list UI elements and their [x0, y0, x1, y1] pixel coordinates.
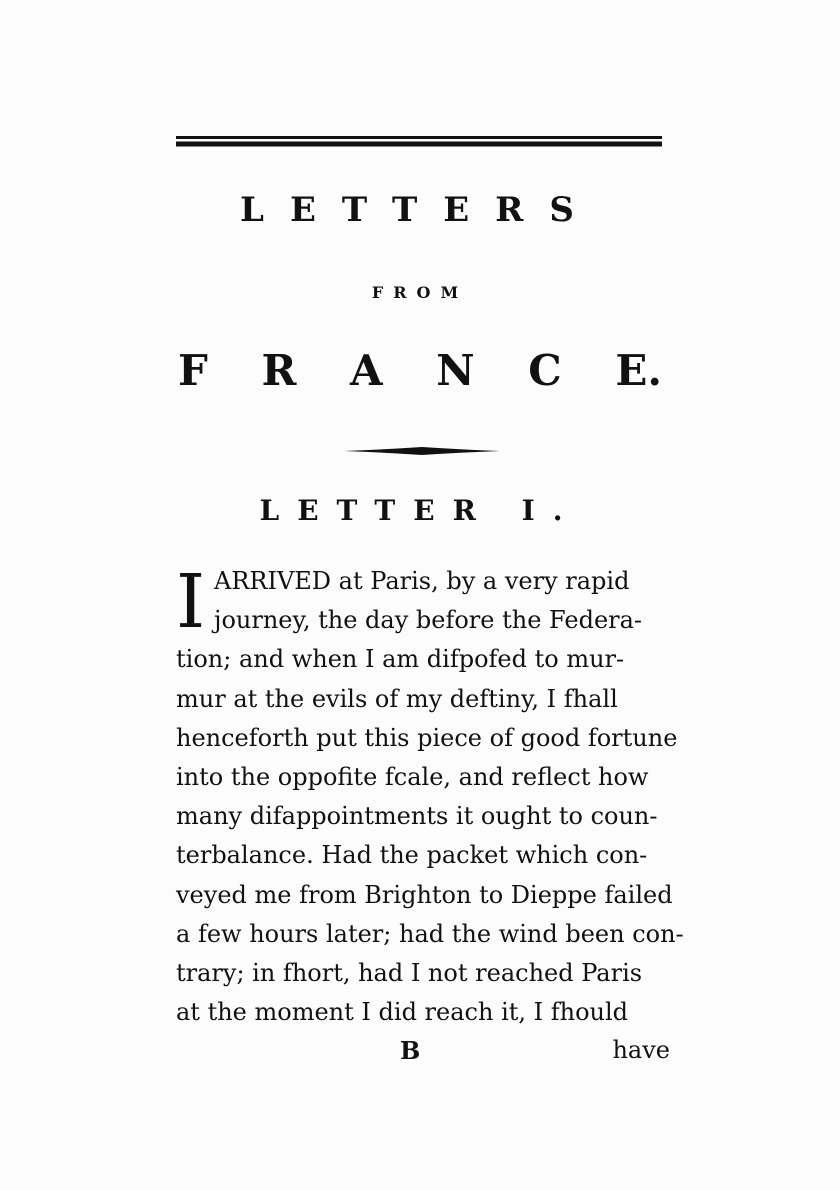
title-france	[178, 346, 662, 395]
text-line: mur at the evils of my deftiny, I fhall	[176, 684, 618, 713]
text-line: at the moment I did reach it, I fhould	[176, 998, 629, 1027]
text-line: into the oppofite fcale, and reflect how	[176, 762, 649, 791]
title-france-letter: F	[178, 346, 208, 395]
title-france-letter: N	[436, 346, 475, 395]
text-line: journey, the day before the Federa-	[214, 606, 643, 635]
title-letters: LETTERS	[240, 190, 600, 230]
text-line: ARRIVED at Paris, by a very rapid	[214, 567, 630, 595]
top-double-rule	[176, 134, 662, 148]
text-line: henceforth put this piece of good fortune	[176, 723, 678, 752]
signature-mark: B	[400, 1036, 421, 1065]
title-france-letter: R	[261, 346, 297, 395]
title-france-letter: C	[528, 346, 562, 395]
text-line: a few hours later; had the wind been con-	[176, 919, 684, 948]
text-line: veyed me from Brighton to Dieppe failed	[176, 880, 673, 909]
letter-heading: LETTER I.	[259, 494, 581, 527]
title-from: FROM	[371, 283, 469, 302]
text-line: many difappointments it ought to coun-	[176, 802, 658, 831]
text-line: tion; and when I am difpofed to mur-	[176, 645, 625, 674]
page-footer	[176, 1036, 670, 1076]
title-france-letter: E.	[615, 346, 662, 395]
ornamental-rule	[344, 445, 500, 457]
text-line: trary; in fhort, had I not reached Paris	[176, 958, 643, 987]
catchword: have	[612, 1036, 670, 1064]
drop-cap: I	[176, 559, 206, 645]
text-line: terbalance. Had the packet which con-	[176, 841, 648, 870]
body-text	[176, 559, 684, 1032]
title-france-letter: A	[350, 346, 383, 395]
